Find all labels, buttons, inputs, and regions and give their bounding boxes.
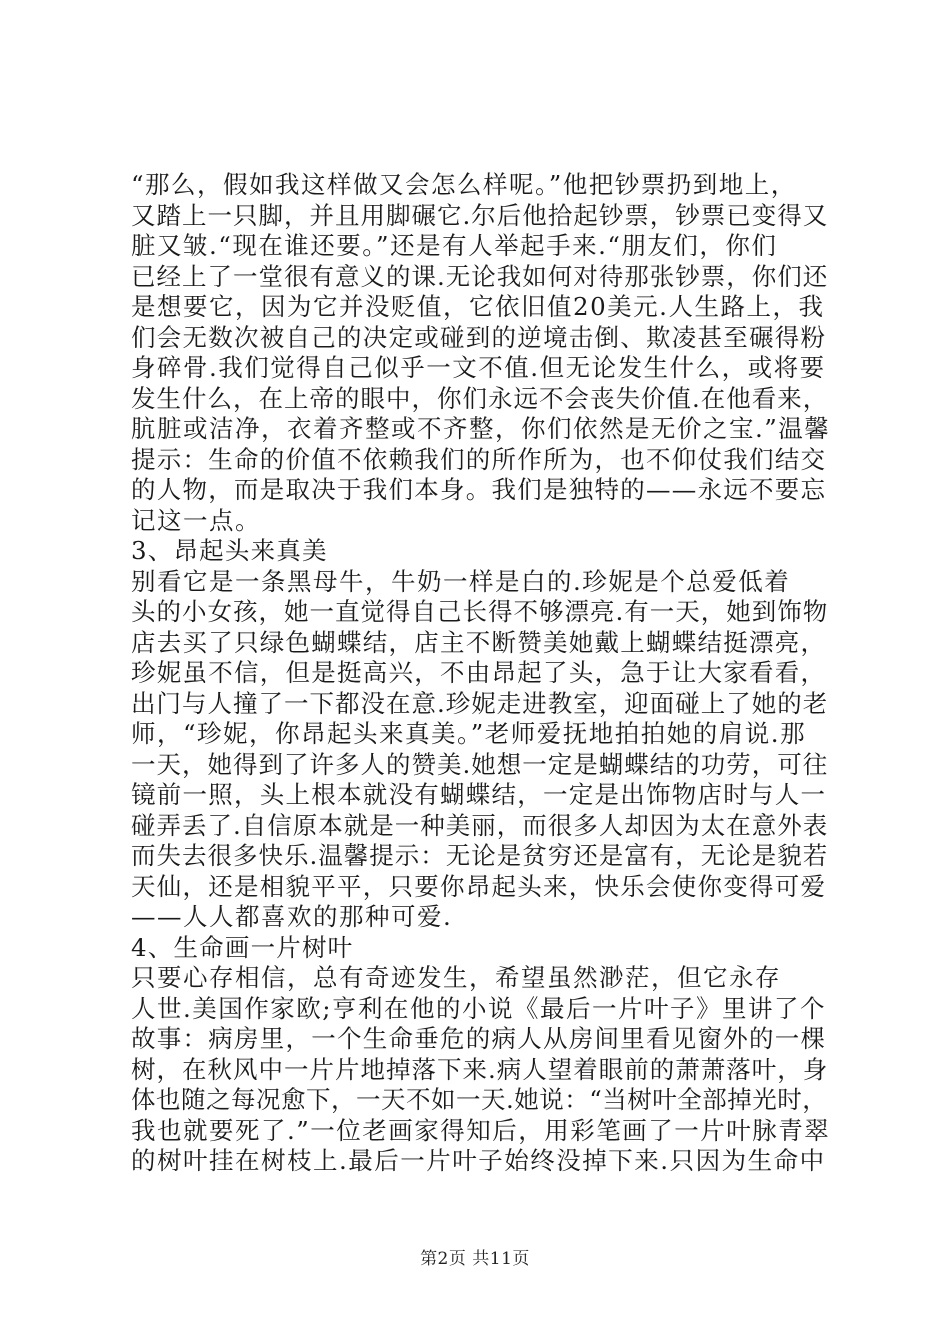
section-heading: 3、昂起头来真美 (131, 536, 328, 565)
text-line: 珍妮虽不信，但是挺高兴，不由昂起了头，急于让大家看看， (131, 658, 827, 687)
text-line: 店去买了只绿色蝴蝶结，店主不断赞美她戴上蝴蝶结挺漂亮， (131, 627, 827, 657)
text-line: 的人物，而是取决于我们本身。我们是独特的——永远不要忘 (131, 475, 827, 504)
text-line: 人世.美国作家欧;亨利在他的小说《最后一片叶子》里讲了个 (131, 993, 827, 1023)
text-line: 发生什么，在上帝的眼中，你们永远不会丧失价值.在他看来， (131, 383, 829, 413)
text-line: 天仙，还是相貌平平，只要你昂起头来，快乐会使你变得可爱 (131, 871, 827, 901)
text-line: 提示：生命的价值不依赖我们的所作所为，也不仰仗我们结交 (131, 444, 827, 474)
text-line: 身碎骨.我们觉得自己似乎一文不值.但无论发生什么，或将要 (131, 353, 826, 382)
text-line: 故事：病房里，一个生命垂危的病人从房间里看见窗外的一棵 (131, 1024, 827, 1053)
text-line: 树，在秋风中一片片地掉落下来.病人望着眼前的萧萧落叶，身 (131, 1054, 829, 1084)
section-heading: 4、生命画一片树叶 (131, 932, 354, 962)
text-line: 是想要它，因为它并没贬值，它依旧值20美元.人生路上，我 (131, 292, 825, 321)
text-line: 一天，她得到了许多人的赞美.她想一定是蝴蝶结的功劳，可往 (131, 749, 829, 779)
text-line: 又踏上一只脚，并且用脚碾它.尔后他拾起钞票，钞票已变得又 (131, 200, 829, 230)
text-line: 出门与人撞了一下都没在意.珍妮走进教室，迎面碰上了她的老 (131, 688, 829, 718)
text-line: 碰弄丢了.自信原本就是一种美丽，而很多人却因为太在意外表 (131, 810, 829, 840)
text-line: 已经上了一堂很有意义的课.无论我如何对待那张钞票，你们还 (131, 261, 829, 291)
text-line: 记这一点。 (131, 505, 261, 535)
document-body (131, 170, 831, 1177)
text-line: 师，“珍妮，你昂起头来真美。”老师爱抚地拍拍她的肩说.那 (131, 719, 807, 748)
text-line: 只要心存相信，总有奇迹发生，希望虽然渺茫，但它永存 (131, 963, 781, 992)
text-line: 脏又皱.“现在谁还要。”还是有人举起手来.“朋友们，你们 (131, 231, 778, 260)
text-line: 头的小女孩，她一直觉得自己长得不够漂亮.有一天，她到饰物 (131, 597, 829, 626)
page-number-footer: 第2页 共11页 (420, 1249, 530, 1269)
text-line: 的树叶挂在树枝上.最后一片叶子始终没掉下来.只因为生命中 (131, 1146, 826, 1175)
text-line: 而失去很多快乐.温馨提示：无论是贫穷还是富有，无论是貌若 (131, 841, 829, 870)
text-line: 镜前一照，头上根本就没有蝴蝶结，一定是出饰物店时与人一 (131, 780, 827, 809)
text-line: 肮脏或洁净，衣着齐整或不齐整，你们依然是无价之宝.”温馨 (131, 414, 831, 443)
text-line: ——人人都喜欢的那种可爱. (131, 902, 453, 931)
text-line: 们会无数次被自己的决定或碰到的逆境击倒、欺凌甚至碾得粉 (131, 322, 827, 352)
text-line: 别看它是一条黑母牛，牛奶一样是白的.珍妮是个总爱低着 (131, 566, 791, 596)
text-line: 我也就要死了.”一位老画家得知后，用彩笔画了一片叶脉青翠 (131, 1115, 831, 1145)
text-line: “那么，假如我这样做又会怎么样呢。”他把钞票扔到地上， (131, 170, 797, 199)
text-line: 体也随之每况愈下，一天不如一天.她说：“当树叶全部掉光时， (131, 1085, 828, 1114)
